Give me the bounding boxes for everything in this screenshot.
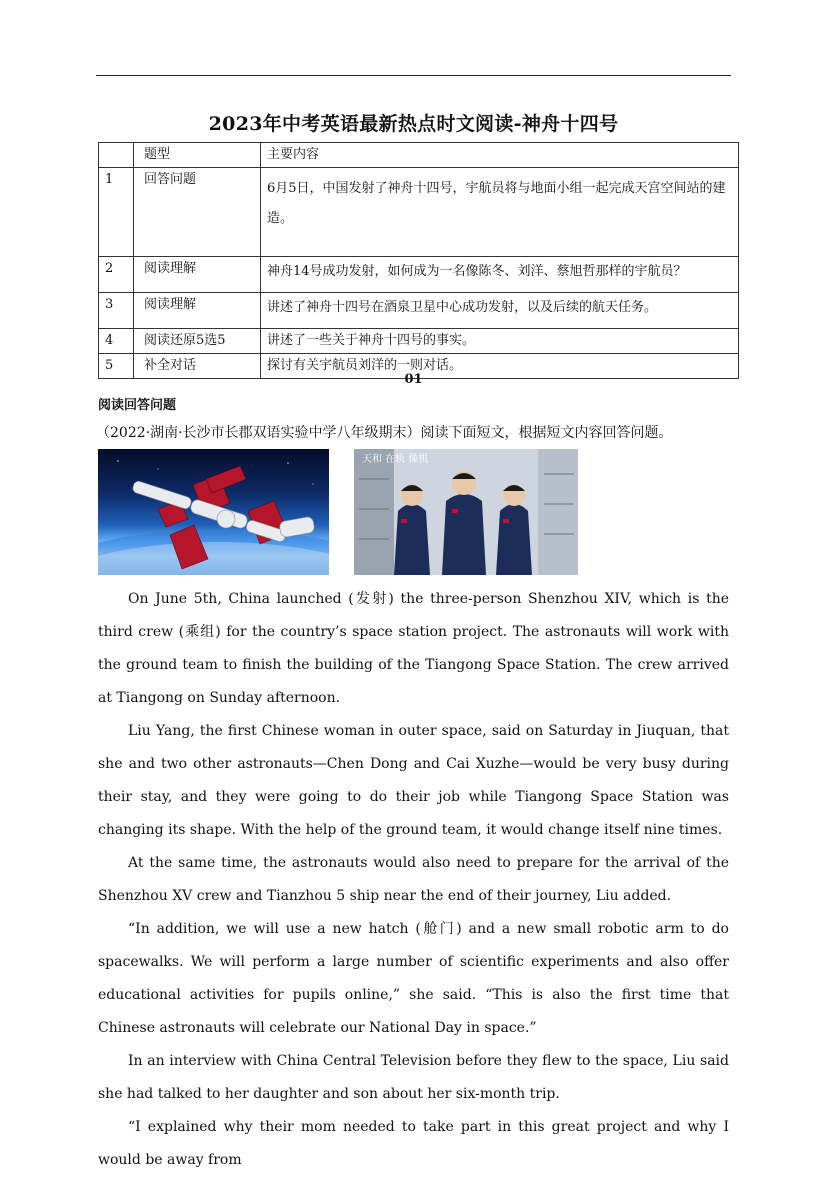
question-type: 回答问题 (134, 168, 261, 257)
section-heading: 阅读回答问题 (98, 398, 177, 413)
table-row (99, 293, 739, 329)
row-content: 神舟14号成功发射，如何成为一名像陈冬、刘洋、蔡旭哲那样的宇航员？ (261, 257, 739, 293)
space-station-illustration (98, 449, 329, 575)
row-number: 3 (99, 293, 134, 329)
question-type: 阅读还原5选5 (134, 329, 261, 354)
row-content: 6月5日，中国发射了神舟十四号，宇航员将与地面小组一起完成天宫空间站的建造。 (261, 168, 739, 257)
table-row (99, 329, 739, 354)
paragraph: “In addition, we will use a new hatch (舱门) and a new small robotic arm to do spacewalks. We will perform a large number of scientific experiments and also offer educational activities for pupils online,” she said. “This is also the first time that Chinese astronauts will celebrate our National Day in space.” (98, 921, 729, 1036)
paragraph: At the same time, the astronauts would also need to prepare for the arrival of the Shenzhou XV crew and Tianzhou 5 ship near the end of their journey, Liu added. (98, 855, 729, 904)
row-content: 讲述了一些关于神舟十四号的事实。 (261, 329, 739, 354)
question-source: （2022·湖南·长沙市长郡双语实验中学八年级期末）阅读下面短文，根据短文内容回答问题。 (96, 425, 673, 441)
crew-photo-caption: 天和 在轨 像机 (362, 454, 429, 465)
astronaut-crew-image (354, 449, 578, 575)
question-type: 补全对话 (134, 354, 261, 379)
question-type: 阅读理解 (134, 257, 261, 293)
article-body (98, 583, 729, 1177)
table-header-cell: 题型 (134, 143, 261, 168)
table-header-cell (99, 143, 134, 168)
table-header-cell: 主要内容 (261, 143, 739, 168)
paragraph: On June 5th, China launched (发射) the three-person Shenzhou XIV, which is the third crew (乘组) for the country’s space station project. The astronauts will work with the ground team to finish the building of the Tiangong Space Station. The crew arrived at Tiangong on Sunday afternoon. (98, 591, 729, 706)
row-number: 1 (99, 168, 134, 257)
paragraph: In an interview with China Central Television before they flew to the space, Liu said she had talked to her daughter and son about her six-month trip. (98, 1053, 729, 1102)
space-station-image (98, 449, 329, 575)
row-content: 讲述了神舟十四号在酒泉卫星中心成功发射，以及后续的航天任务。 (261, 293, 739, 329)
row-content: 探讨有关宇航员刘洋的一则对话。 (261, 354, 739, 379)
paragraph: Liu Yang, the first Chinese woman in outer space, said on Saturday in Jiuquan, that she and two other astronauts—Chen Dong and Cai Xuzhe—would be very busy during their stay, and they were going to do their job while Tiangong Space Station was changing its shape. With the help of the ground team, it would change itself nine times. (98, 723, 729, 838)
row-number: 2 (99, 257, 134, 293)
page-title: 2023年中考英语最新热点时文阅读-神舟十四号 (208, 113, 619, 135)
header-rule (96, 75, 731, 76)
row-number: 4 (99, 329, 134, 354)
row-number: 5 (99, 354, 134, 379)
table-row (99, 257, 739, 293)
paragraph: “I explained why their mom needed to take part in this great project and why I would be away from (98, 1119, 729, 1168)
crew-illustration (354, 449, 578, 575)
question-type: 阅读理解 (134, 293, 261, 329)
table-header-row (99, 143, 739, 168)
summary-table (98, 142, 739, 379)
table-row (99, 168, 739, 257)
section-number: 01 (404, 372, 423, 387)
